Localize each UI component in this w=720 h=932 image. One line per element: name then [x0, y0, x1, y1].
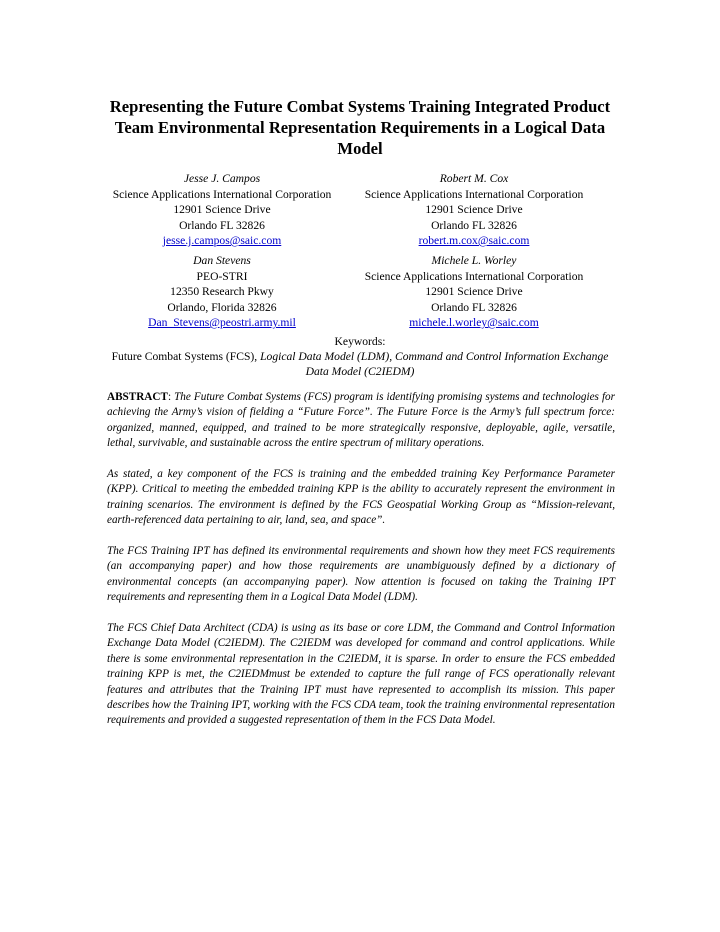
- abstract-colon: :: [167, 391, 175, 403]
- author-email-link[interactable]: michele.l.worley@saic.com: [409, 316, 539, 329]
- keywords-label: Keywords:: [334, 335, 386, 348]
- author-email-link[interactable]: Dan_Stevens@peostri.army.mil: [148, 316, 296, 329]
- author-3: [87, 253, 357, 331]
- author-address-line1: 12901 Science Drive: [425, 285, 523, 298]
- author-email-link[interactable]: jesse.j.campos@saic.com: [162, 234, 282, 247]
- abstract-label: ABSTRACT: [107, 391, 168, 403]
- body-paragraph-1: As stated, a key component of the FCS is training and the embedded training Key Performance Parameter (KPP). Critical to meeting the embedded training KPP is the ability to accurately represent the environment in training scenarios. The environment is defined by the FCS Geospatial Working Group as “Mission-relevant, earth-referenced data pertaining to air, land, sea, and space”.: [107, 468, 615, 527]
- author-2: [339, 171, 609, 249]
- body-paragraph-3: The FCS Chief Data Architect (CDA) is using as its base or core LDM, the Command and Control Information Exchange Data Model (C2IEDM). The C2IEDM was developed for command and control applications. While there is some environmental representation in the C2IEDM, it is sparse. In order to ensure the FCS embedded training KPP is met, the C2IEDMmust be extended to capture the full range of FCS operationally relevant features and attributes that the Training IPT must have represented to accomplish its mission. This paper describes how the Training IPT, working with the FCS CDA team, took the training environmental representation requirements and provided a suggested representation of them in the FCS Data Model.: [107, 622, 615, 727]
- author-address-line2: Orlando FL 32826: [431, 218, 517, 232]
- author-name: Jesse J. Campos: [183, 172, 261, 185]
- author-email-link[interactable]: robert.m.cox@saic.com: [418, 234, 530, 247]
- author-address-line1: 12350 Research Pkwy: [170, 285, 274, 298]
- author-address-line2: Orlando FL 32826: [179, 218, 265, 232]
- body-paragraph-2: The FCS Training IPT has defined its environmental requirements and shown how they meet FCS requirements (an accompanying paper) and how those requirements are unambiguously defined by a dictionary of environmental concepts (an accompanying paper). Now attention is focused on taking the Training IPT requirements and representing them in a Logical Data Model (LDM).: [107, 545, 615, 604]
- author-name: Michele L. Worley: [431, 254, 517, 267]
- keywords-section: [100, 334, 620, 379]
- author-address-line2: Orlando FL 32826: [431, 300, 517, 314]
- author-affiliation: Science Applications International Corporation: [364, 269, 584, 283]
- abstract-body: [107, 390, 615, 744]
- author-1: [87, 171, 357, 249]
- paper-title: Representing the Future Combat Systems Training Integrated Product Team Environmental Representation Requirements in a Logical Data Model: [109, 97, 611, 158]
- abstract-text: The Future Combat Systems (FCS) program is identifying promising systems and technologies for achieving the Army’s vision of fielding a “Future Force”. The Future Force is the Army’s full spectrum force: organized, manned, equipped, and trained to be more strategically responsive, deployable, agile, versatile, lethal, survivable, and sustainable across the entire spectrum of military operations.: [107, 391, 615, 450]
- abstract-paragraph: [107, 390, 615, 452]
- author-name: Robert M. Cox: [439, 172, 509, 185]
- author-name: Dan Stevens: [193, 254, 251, 267]
- author-address-line1: 12901 Science Drive: [173, 203, 271, 216]
- keywords-italic: Logical Data Model (LDM), Command and Control Information Exchange Data Model (C2IEDM): [260, 350, 609, 378]
- keywords-list: [100, 349, 620, 379]
- author-affiliation: Science Applications International Corporation: [364, 187, 584, 201]
- author-address-line2: Orlando, Florida 32826: [167, 300, 277, 314]
- keywords-plain: Future Combat Systems (FCS),: [111, 350, 261, 363]
- author-4: [339, 253, 609, 331]
- author-address-line1: 12901 Science Drive: [425, 203, 523, 216]
- author-affiliation: Science Applications International Corporation: [112, 187, 332, 201]
- author-affiliation: PEO-STRI: [196, 269, 248, 283]
